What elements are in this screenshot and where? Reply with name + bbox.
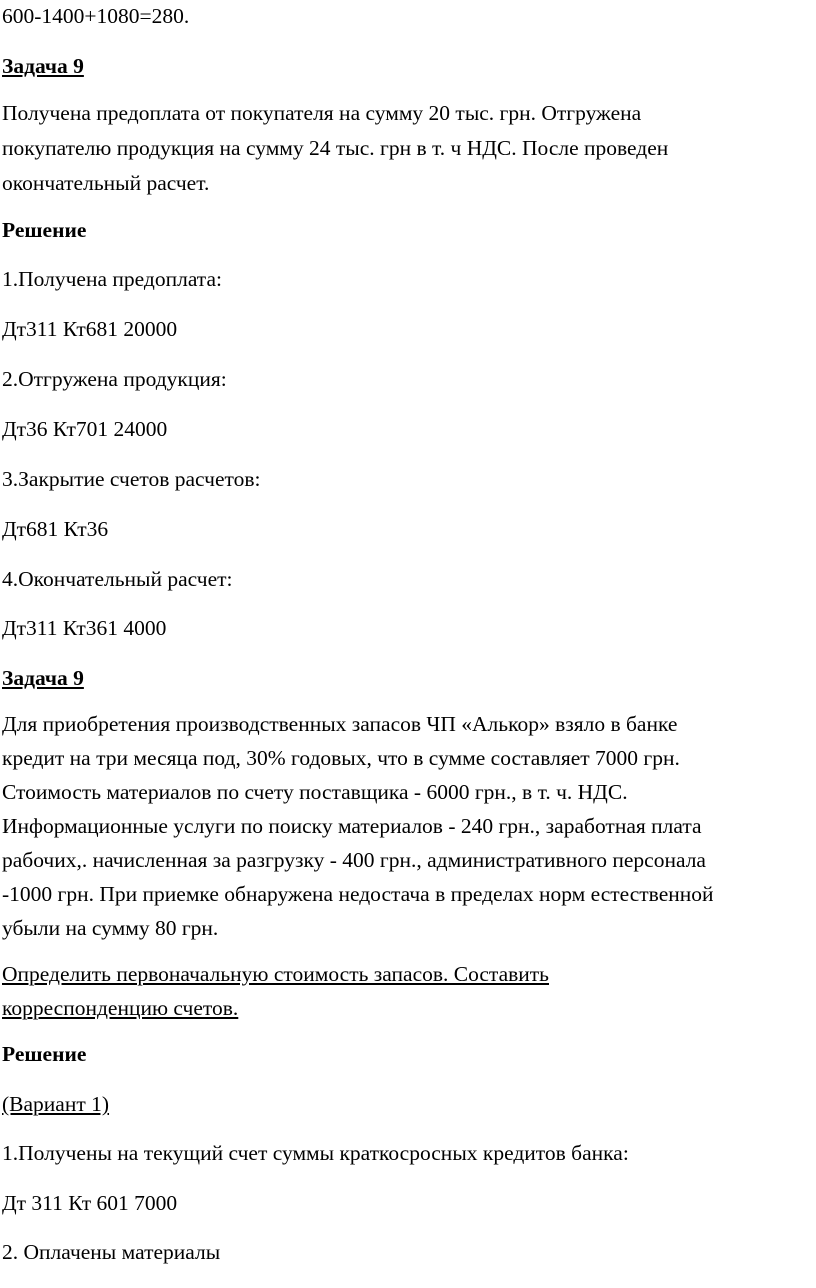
task-text-line: покупателю продукция на сумму 24 тыс. грн в т. ч НДС. После проведен xyxy=(2,136,669,160)
account-entry: Дт36 Кт701 24000 xyxy=(2,417,168,441)
task-question-line: Определить первоначальную стоимость запасов. Составить xyxy=(2,962,549,986)
account-entry: Дт681 Кт36 xyxy=(2,517,109,541)
account-entry: Дт311 Кт361 4000 xyxy=(2,616,167,640)
solution-step: 2.Отгружена продукция: xyxy=(2,367,227,391)
solution-step: 4.Окончательный расчет: xyxy=(2,567,233,591)
task-heading: Задача 9 xyxy=(2,666,84,690)
task-text-line: кредит на три месяца под, 30% годовых, что в сумме составляет 7000 грн. xyxy=(2,746,680,770)
task-text-line: рабочих,. начисленная за разгрузку - 400 грн., административного персонала xyxy=(2,848,706,872)
variant-label: (Вариант 1) xyxy=(2,1092,110,1116)
task-text-line: окончательный расчет. xyxy=(2,171,210,195)
account-entry: Дт 311 Кт 601 7000 xyxy=(2,1191,178,1215)
solution-step: 3.Закрытие счетов расчетов: xyxy=(2,467,261,491)
solution-heading: Решение xyxy=(2,1042,87,1066)
task-text-line: Получена предоплата от покупателя на сумму 20 тыс. грн. Отгружена xyxy=(2,101,642,125)
task-text-line: -1000 грн. При приемке обнаружена недостача в пределах норм естественной xyxy=(2,882,714,906)
solution-step: 1.Получены на текущий счет суммы краткосросных кредитов банка: xyxy=(2,1141,629,1165)
task-text-line: Стоимость материалов по счету поставщика - 6000 грн., в т. ч. НДС. xyxy=(2,780,628,804)
account-entry: Дт311 Кт681 20000 xyxy=(2,317,178,341)
task-question-line: корреспонденцию счетов. xyxy=(2,996,239,1020)
task-heading: Задача 9 xyxy=(2,54,84,78)
solution-heading: Решение xyxy=(2,218,87,242)
task-text-line: убыли на сумму 80 грн. xyxy=(2,916,219,940)
task-text-line: Для приобретения производственных запасов ЧП «Алькор» взяло в банке xyxy=(2,712,678,736)
task-text-line: Информационные услуги по поиску материалов - 240 грн., заработная плата xyxy=(2,814,702,838)
solution-step: 2. Оплачены материалы xyxy=(2,1240,221,1264)
solution-step: 1.Получена предоплата: xyxy=(2,267,222,291)
calculation-line: 600-1400+1080=280. xyxy=(2,4,190,28)
